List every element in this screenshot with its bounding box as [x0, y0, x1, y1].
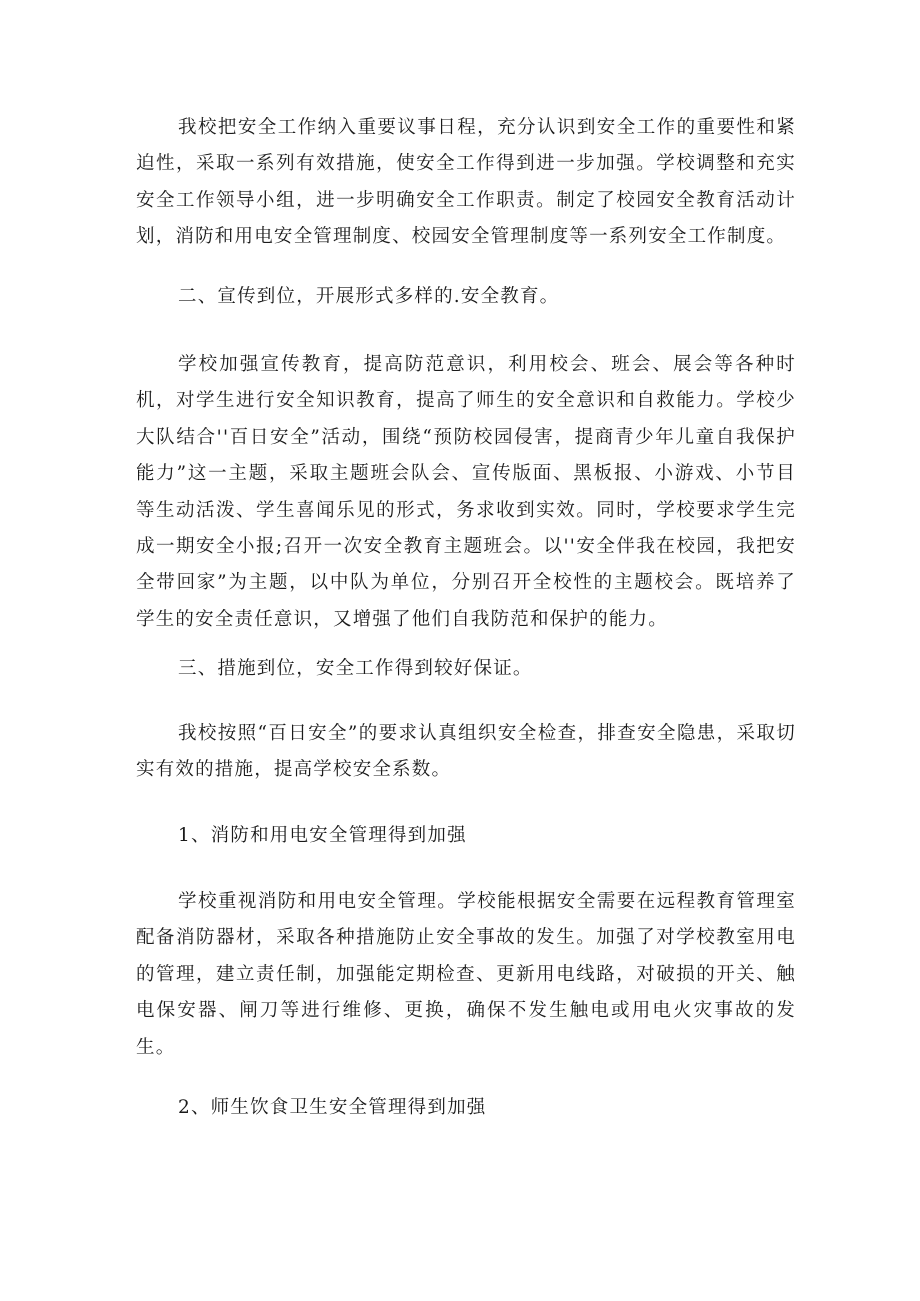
paragraph-fire-electric-management: 学校重视消防和用电安全管理。学校能根据安全需要在远程教育管理室配备消防器材，采取各种措施防止安全事故的发生。加强了对学校教室用电的管理，建立责任制，加强能定期检查、更新用电线路，对破损的开关、触电保安器、闸刀等进行维修、更换，确保不发生触电或用电火灾事故的发生。: [136, 891, 796, 1058]
paragraph-safety-inspection: 我校按照“百日安全”的要求认真组织安全检查，排查安全隐患，采取切实有效的措施，提高学校安全系数。: [136, 723, 796, 781]
heading-food-hygiene: 2、师生饮食卫生安全管理得到加强: [178, 1097, 487, 1118]
heading-measures: 三、措施到位，安全工作得到较好保证。: [178, 658, 533, 679]
heading-publicity: 二、宣传到位，开展形式多样的.安全教育。: [178, 286, 560, 307]
paragraph-safety-agenda: 我校把安全工作纳入重要议事日程，充分认识到安全工作的重要性和紧迫性，采取一系列有效措施，使安全工作得到进一步加强。学校调整和充实安全工作领导小组，进一步明确安全工作职责。制定了校园安全教育活动计划，消防和用电安全管理制度、校园安全管理制度等一系列安全工作制度。: [136, 117, 796, 248]
paragraph-safety-education: 学校加强宣传教育，提高防范意识，利用校会、班会、展会等各种时机，对学生进行安全知识教育，提高了师生的安全意识和自救能力。学校少大队结合''百日安全”活动，围绕“预防校园侵害，提商青少年儿童自我保护能力”这一主题，采取主题班会队会、宣传版面、黑板报、小游戏、小节目等生动活泼、学生喜闻乐见的形式，务求收到实效。同时，学校要求学生完成一期安全小报;召开一次安全教育主题班会。以''安全伴我在校园，我把安全带回家”为主题，以中队为单位，分别召开全校性的主题校会。既培养了学生的安全责任意识，又增强了他们自我防范和保护的能力。: [136, 354, 796, 630]
heading-fire-electric-safety: 1、消防和用电安全管理得到加强: [178, 825, 467, 846]
